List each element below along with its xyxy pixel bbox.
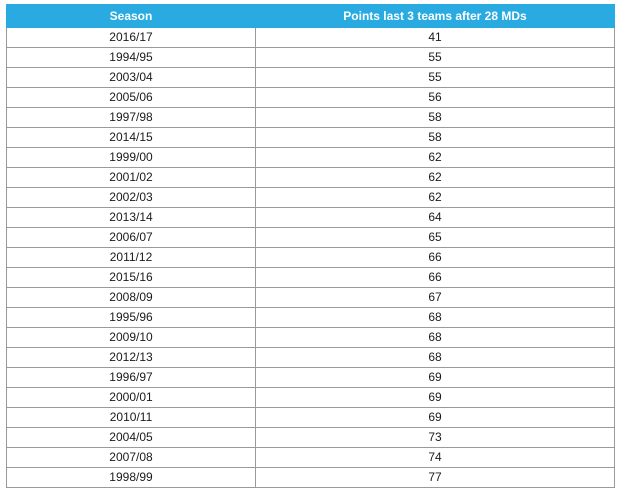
cell-points: 55	[256, 68, 615, 88]
table-row	[7, 388, 615, 408]
table-row	[7, 68, 615, 88]
cell-season: 2010/11	[7, 408, 256, 428]
cell-points: 62	[256, 148, 615, 168]
cell-points: 68	[256, 308, 615, 328]
cell-season: 1994/95	[7, 48, 256, 68]
table-row	[7, 128, 615, 148]
cell-points: 66	[256, 248, 615, 268]
cell-season: 2016/17	[7, 28, 256, 48]
cell-points: 58	[256, 128, 615, 148]
table-header	[7, 5, 615, 28]
cell-points: 73	[256, 428, 615, 448]
cell-season: 1999/00	[7, 148, 256, 168]
cell-season: 2003/04	[7, 68, 256, 88]
column-header-season[interactable]: Season	[7, 5, 256, 28]
table-row	[7, 248, 615, 268]
table-row	[7, 28, 615, 48]
season-points-table	[6, 4, 615, 488]
cell-points: 69	[256, 388, 615, 408]
cell-season: 1995/96	[7, 308, 256, 328]
column-header-points[interactable]: Points last 3 teams after 28 MDs	[256, 5, 615, 28]
cell-season: 1998/99	[7, 468, 256, 488]
cell-points: 69	[256, 408, 615, 428]
cell-season: 2002/03	[7, 188, 256, 208]
table-row	[7, 308, 615, 328]
table-row	[7, 228, 615, 248]
cell-points: 77	[256, 468, 615, 488]
cell-season: 2011/12	[7, 248, 256, 268]
cell-points: 68	[256, 328, 615, 348]
table-row	[7, 148, 615, 168]
cell-points: 41	[256, 28, 615, 48]
table-row	[7, 288, 615, 308]
table-row	[7, 368, 615, 388]
cell-points: 68	[256, 348, 615, 368]
cell-points: 62	[256, 188, 615, 208]
table-row	[7, 328, 615, 348]
cell-season: 1997/98	[7, 108, 256, 128]
cell-season: 2001/02	[7, 168, 256, 188]
cell-season: 1996/97	[7, 368, 256, 388]
cell-points: 58	[256, 108, 615, 128]
table-header-row	[7, 5, 615, 28]
table-row	[7, 208, 615, 228]
cell-season: 2009/10	[7, 328, 256, 348]
cell-season: 2014/15	[7, 128, 256, 148]
cell-points: 65	[256, 228, 615, 248]
cell-season: 2012/13	[7, 348, 256, 368]
table-row	[7, 348, 615, 368]
cell-points: 55	[256, 48, 615, 68]
cell-season: 2007/08	[7, 448, 256, 468]
cell-season: 2015/16	[7, 268, 256, 288]
cell-points: 67	[256, 288, 615, 308]
table-row	[7, 188, 615, 208]
table-row	[7, 408, 615, 428]
cell-points: 69	[256, 368, 615, 388]
cell-points: 74	[256, 448, 615, 468]
table-row	[7, 108, 615, 128]
cell-points: 56	[256, 88, 615, 108]
table-row	[7, 468, 615, 488]
cell-points: 66	[256, 268, 615, 288]
table-row	[7, 448, 615, 468]
table-row	[7, 268, 615, 288]
table-row	[7, 168, 615, 188]
table-row	[7, 48, 615, 68]
cell-season: 2006/07	[7, 228, 256, 248]
cell-points: 62	[256, 168, 615, 188]
cell-points: 64	[256, 208, 615, 228]
table-row	[7, 428, 615, 448]
cell-season: 2004/05	[7, 428, 256, 448]
cell-season: 2008/09	[7, 288, 256, 308]
table-row	[7, 88, 615, 108]
cell-season: 2000/01	[7, 388, 256, 408]
table-body	[7, 28, 615, 488]
cell-season: 2013/14	[7, 208, 256, 228]
cell-season: 2005/06	[7, 88, 256, 108]
